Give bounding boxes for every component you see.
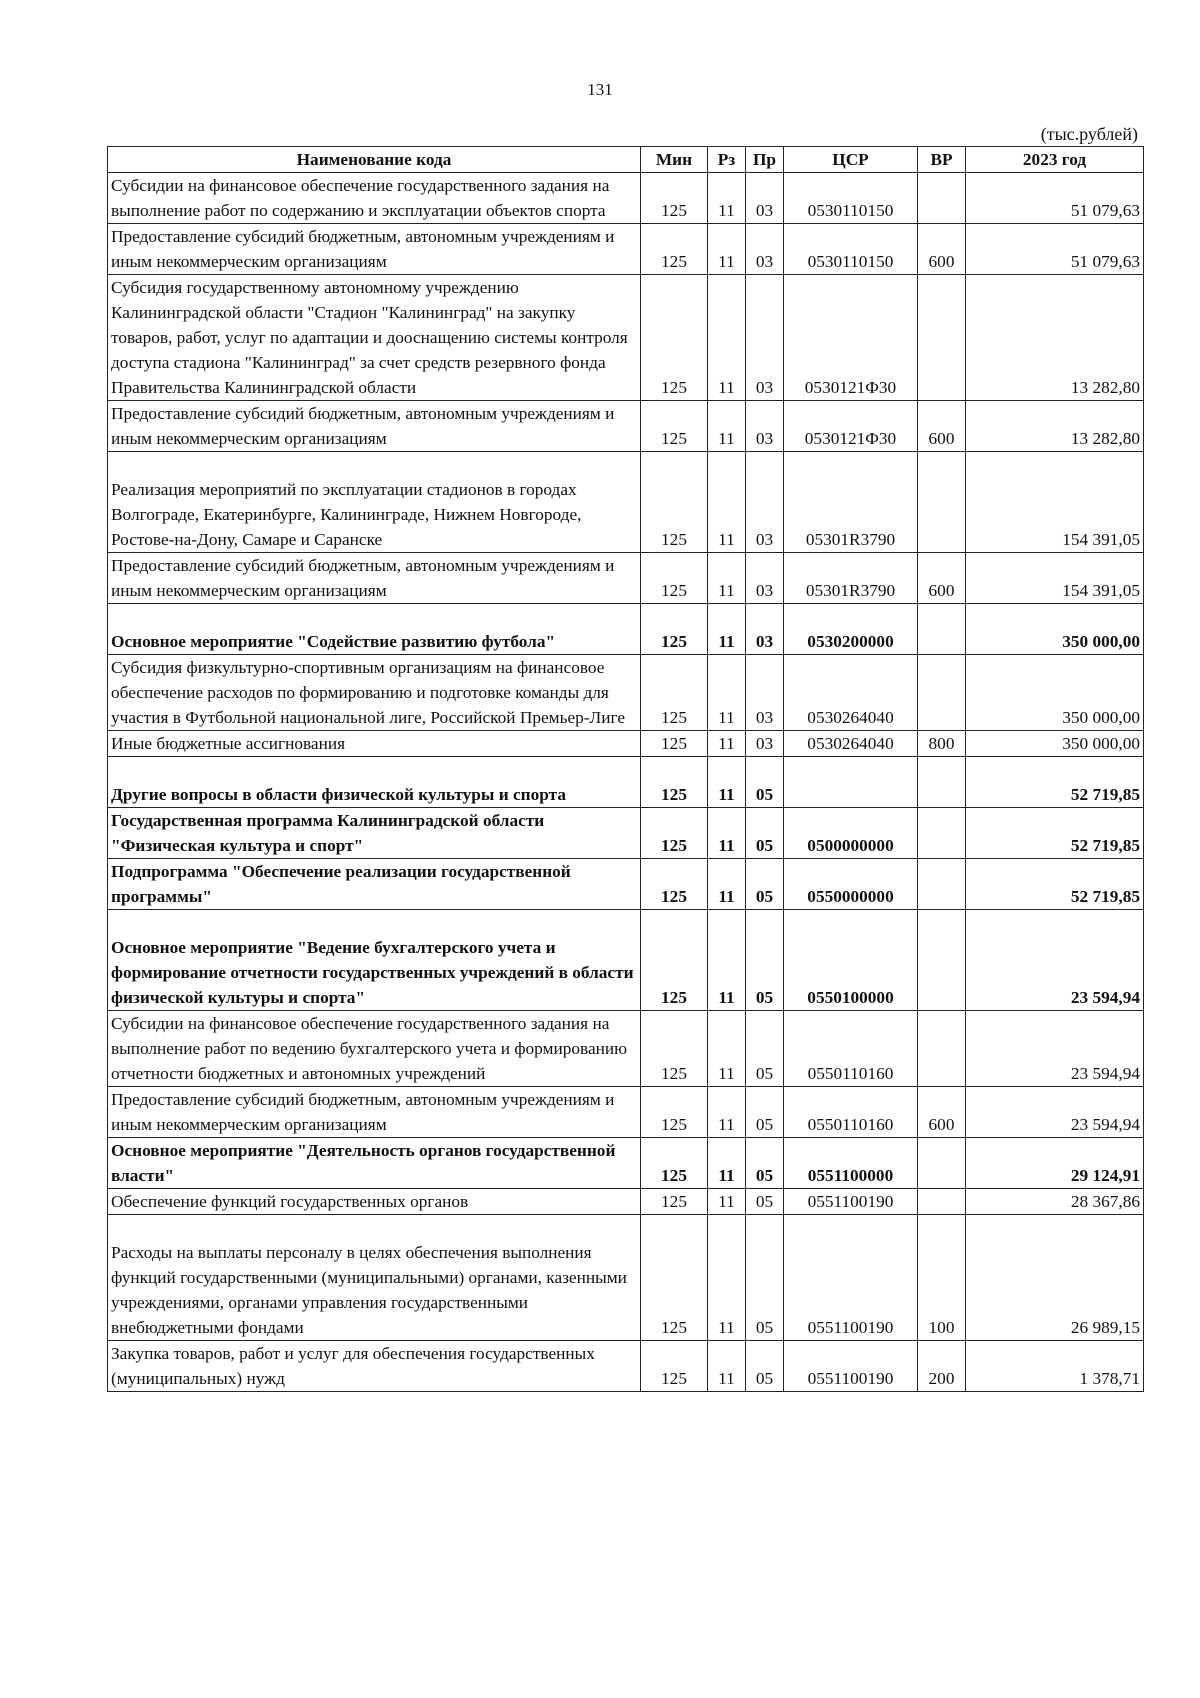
cell-rz bbox=[708, 808, 746, 859]
cell-rz-text: 11 bbox=[718, 785, 735, 804]
page-number: 131 bbox=[587, 80, 613, 99]
cell-csr-text: 0530121Ф30 bbox=[804, 378, 897, 397]
cell-value-text: 23 594,94 bbox=[1070, 988, 1140, 1007]
cell-name bbox=[108, 655, 641, 731]
cell-pr-text: 03 bbox=[755, 530, 774, 549]
cell-rz-text: 11 bbox=[718, 632, 735, 651]
cell-rz bbox=[708, 910, 746, 1011]
cell-name bbox=[108, 173, 641, 224]
cell-rz-text: 11 bbox=[718, 252, 735, 271]
cell-csr bbox=[784, 553, 918, 604]
table-row bbox=[108, 1011, 1144, 1087]
cell-csr-text: 0551100190 bbox=[807, 1369, 894, 1388]
cell-value bbox=[966, 757, 1144, 808]
cell-vr bbox=[918, 1341, 966, 1392]
cell-value-text: 23 594,94 bbox=[1070, 1115, 1140, 1134]
cell-min-text: 125 bbox=[661, 632, 687, 651]
cell-name bbox=[108, 224, 641, 275]
cell-min-text: 125 bbox=[661, 1369, 687, 1388]
cell-rz-text: 11 bbox=[718, 1166, 735, 1185]
cell-value bbox=[966, 604, 1144, 655]
cell-name bbox=[108, 1189, 641, 1215]
cell-pr-text: 05 bbox=[755, 988, 774, 1007]
cell-value-text: 1 378,71 bbox=[1079, 1369, 1140, 1388]
table-row bbox=[108, 859, 1144, 910]
cell-value-text: 51 079,63 bbox=[1070, 252, 1140, 271]
cell-rz bbox=[708, 173, 746, 224]
cell-rz-text: 11 bbox=[718, 988, 735, 1007]
cell-pr-text: 03 bbox=[755, 632, 774, 651]
cell-rz bbox=[708, 401, 746, 452]
cell-rz-text: 11 bbox=[718, 1192, 735, 1211]
cell-value bbox=[966, 275, 1144, 401]
cell-rz-text: 11 bbox=[718, 1318, 735, 1337]
cell-value bbox=[966, 173, 1144, 224]
cell-name-text: Предоставление субсидий бюджетным, автономным учреждениям и иным некоммерческим организациям bbox=[111, 556, 615, 600]
cell-pr bbox=[746, 859, 784, 910]
cell-csr bbox=[784, 1087, 918, 1138]
cell-value-text: 154 391,05 bbox=[1062, 530, 1140, 549]
table-row bbox=[108, 553, 1144, 604]
budget-table bbox=[107, 146, 1144, 1392]
cell-rz-text: 11 bbox=[718, 530, 735, 549]
cell-min-text: 125 bbox=[661, 708, 687, 727]
cell-name-text: Предоставление субсидий бюджетным, автономным учреждениям и иным некоммерческим организациям bbox=[111, 1090, 615, 1134]
cell-value bbox=[966, 1341, 1144, 1392]
cell-min bbox=[641, 808, 708, 859]
cell-name-text: Основное мероприятие "Ведение бухгалтерского учета и формирование отчетности государственных учреждений в области физической культуры и спорта" bbox=[111, 938, 634, 1007]
cell-rz bbox=[708, 1189, 746, 1215]
table-row bbox=[108, 757, 1144, 808]
cell-value-text: 26 989,15 bbox=[1070, 1318, 1140, 1337]
cell-csr bbox=[784, 655, 918, 731]
cell-pr-text: 03 bbox=[755, 429, 774, 448]
cell-pr bbox=[746, 731, 784, 757]
cell-min bbox=[641, 275, 708, 401]
cell-min bbox=[641, 452, 708, 553]
cell-min bbox=[641, 224, 708, 275]
cell-value-text: 52 719,85 bbox=[1070, 887, 1140, 906]
cell-min-text: 125 bbox=[661, 836, 687, 855]
cell-rz bbox=[708, 757, 746, 808]
table-row bbox=[108, 1341, 1144, 1392]
cell-name bbox=[108, 401, 641, 452]
row-spacer bbox=[111, 604, 637, 629]
cell-pr bbox=[746, 1215, 784, 1341]
cell-csr bbox=[784, 275, 918, 401]
cell-csr bbox=[784, 757, 918, 808]
cell-pr-text: 05 bbox=[755, 1369, 774, 1388]
cell-csr bbox=[784, 808, 918, 859]
cell-min-text: 125 bbox=[661, 785, 687, 804]
cell-value bbox=[966, 553, 1144, 604]
cell-min-text: 125 bbox=[661, 530, 687, 549]
cell-name-text: Основное мероприятие "Содействие развитию футбола" bbox=[111, 632, 556, 651]
cell-pr-text: 05 bbox=[755, 1115, 774, 1134]
cell-pr bbox=[746, 1189, 784, 1215]
cell-vr bbox=[918, 655, 966, 731]
cell-min-text: 125 bbox=[661, 429, 687, 448]
cell-rz bbox=[708, 224, 746, 275]
cell-name bbox=[108, 275, 641, 401]
cell-name bbox=[108, 859, 641, 910]
table-row bbox=[108, 1138, 1144, 1189]
cell-vr bbox=[918, 757, 966, 808]
cell-value bbox=[966, 910, 1144, 1011]
cell-min bbox=[641, 553, 708, 604]
cell-vr bbox=[918, 1189, 966, 1215]
row-spacer bbox=[111, 757, 637, 782]
table-row bbox=[108, 604, 1144, 655]
cell-name-text: Субсидии на финансовое обеспечение государственного задания на выполнение работ по ведению бухгалтерского учета и формированию отчетности бюджетных и автономных учреждений bbox=[111, 1014, 628, 1083]
cell-name bbox=[108, 1341, 641, 1392]
cell-vr bbox=[918, 1215, 966, 1341]
cell-csr bbox=[784, 1215, 918, 1341]
cell-value bbox=[966, 1189, 1144, 1215]
cell-name-text: Основное мероприятие "Деятельность органов государственной власти" bbox=[111, 1141, 616, 1185]
table-row bbox=[108, 173, 1144, 224]
cell-value bbox=[966, 731, 1144, 757]
cell-pr bbox=[746, 275, 784, 401]
cell-rz bbox=[708, 275, 746, 401]
cell-pr-text: 05 bbox=[755, 1192, 774, 1211]
cell-name bbox=[108, 553, 641, 604]
cell-name bbox=[108, 1087, 641, 1138]
cell-vr bbox=[918, 604, 966, 655]
cell-pr bbox=[746, 173, 784, 224]
cell-vr-text: 600 bbox=[928, 581, 955, 600]
cell-name bbox=[108, 1011, 641, 1087]
row-spacer bbox=[111, 452, 637, 477]
cell-pr bbox=[746, 553, 784, 604]
cell-value bbox=[966, 655, 1144, 731]
cell-vr bbox=[918, 1087, 966, 1138]
cell-csr bbox=[784, 604, 918, 655]
cell-rz bbox=[708, 859, 746, 910]
cell-pr bbox=[746, 604, 784, 655]
header-name: Наименование кода bbox=[108, 147, 641, 173]
cell-vr-text: 600 bbox=[928, 252, 955, 271]
cell-csr bbox=[784, 401, 918, 452]
cell-min-text: 125 bbox=[661, 1166, 687, 1185]
table-row bbox=[108, 401, 1144, 452]
cell-vr bbox=[918, 731, 966, 757]
cell-name-text: Другие вопросы в области физической культуры и спорта bbox=[111, 785, 566, 804]
cell-csr-text: 0530264040 bbox=[807, 708, 894, 727]
cell-min-text: 125 bbox=[661, 1115, 687, 1134]
table-row bbox=[108, 224, 1144, 275]
cell-csr bbox=[784, 173, 918, 224]
cell-name-text: Расходы на выплаты персоналу в целях обеспечения выполнения функций государственными (муниципальными) органами, казенными учреждениями, органами управления государственными внебюджетными фондами bbox=[111, 1243, 627, 1337]
cell-rz bbox=[708, 1341, 746, 1392]
cell-pr bbox=[746, 910, 784, 1011]
cell-name-text: Подпрограмма "Обеспечение реализации государственной программы" bbox=[111, 862, 571, 906]
cell-name-text: Предоставление субсидий бюджетным, автономным учреждениям и иным некоммерческим организациям bbox=[111, 227, 615, 271]
cell-pr bbox=[746, 655, 784, 731]
cell-value-text: 350 000,00 bbox=[1062, 734, 1140, 753]
cell-vr bbox=[918, 553, 966, 604]
cell-rz bbox=[708, 553, 746, 604]
cell-pr-text: 05 bbox=[755, 1318, 774, 1337]
cell-value-text: 154 391,05 bbox=[1062, 581, 1140, 600]
cell-pr bbox=[746, 757, 784, 808]
cell-value-text: 51 079,63 bbox=[1070, 201, 1140, 220]
cell-pr-text: 03 bbox=[755, 734, 774, 753]
cell-csr-text: 0551100000 bbox=[807, 1166, 894, 1185]
cell-name bbox=[108, 604, 641, 655]
cell-value bbox=[966, 1087, 1144, 1138]
cell-min bbox=[641, 173, 708, 224]
cell-rz bbox=[708, 1087, 746, 1138]
cell-min bbox=[641, 604, 708, 655]
cell-pr bbox=[746, 1138, 784, 1189]
cell-name-text: Субсидия физкультурно-спортивным организациям на финансовое обеспечение расходов по формированию и подготовке команды для участия в Футбольной национальной лиге, Российской Премьер-Лиге bbox=[111, 658, 626, 727]
cell-vr bbox=[918, 1138, 966, 1189]
cell-pr-text: 03 bbox=[755, 581, 774, 600]
cell-csr bbox=[784, 1138, 918, 1189]
cell-csr-text: 0551100190 bbox=[807, 1318, 894, 1337]
cell-min-text: 125 bbox=[661, 1192, 687, 1211]
cell-vr-text: 200 bbox=[928, 1369, 955, 1388]
cell-min bbox=[641, 910, 708, 1011]
cell-value bbox=[966, 401, 1144, 452]
cell-pr-text: 03 bbox=[755, 708, 774, 727]
cell-pr-text: 03 bbox=[755, 252, 774, 271]
cell-min bbox=[641, 1189, 708, 1215]
cell-rz bbox=[708, 1215, 746, 1341]
row-spacer bbox=[111, 910, 637, 935]
cell-rz-text: 11 bbox=[718, 887, 735, 906]
cell-name-text: Субсидия государственному автономному учреждению Калининградской области "Стадион "Калининград" на закупку товаров, работ, услуг по адаптации и дооснащению системы контроля доступа стадиона "Калининград" за счет средств резервного фонда Правительства Калининградской области bbox=[111, 278, 628, 397]
cell-value-text: 28 367,86 bbox=[1070, 1192, 1140, 1211]
cell-min bbox=[641, 757, 708, 808]
cell-min-text: 125 bbox=[661, 581, 687, 600]
cell-rz-text: 11 bbox=[718, 1064, 735, 1083]
cell-csr bbox=[784, 1011, 918, 1087]
cell-name-text: Обеспечение функций государственных органов bbox=[111, 1192, 469, 1211]
cell-name bbox=[108, 910, 641, 1011]
cell-name-text: Предоставление субсидий бюджетным, автономным учреждениям и иным некоммерческим организациям bbox=[111, 404, 615, 448]
cell-pr bbox=[746, 401, 784, 452]
cell-value bbox=[966, 859, 1144, 910]
cell-rz-text: 11 bbox=[718, 1115, 735, 1134]
cell-pr bbox=[746, 1341, 784, 1392]
cell-min bbox=[641, 1341, 708, 1392]
cell-value-text: 52 719,85 bbox=[1070, 785, 1140, 804]
cell-csr bbox=[784, 452, 918, 553]
cell-csr bbox=[784, 859, 918, 910]
cell-pr-text: 03 bbox=[755, 378, 774, 397]
cell-value bbox=[966, 808, 1144, 859]
cell-pr-text: 05 bbox=[755, 1166, 774, 1185]
cell-vr bbox=[918, 173, 966, 224]
cell-min-text: 125 bbox=[661, 1064, 687, 1083]
table-row bbox=[108, 655, 1144, 731]
cell-name-text: Реализация мероприятий по эксплуатации стадионов в городах Волгограде, Екатеринбурге, Калининграде, Нижнем Новгороде, Ростове-на-Дону, Самаре и Саранске bbox=[111, 480, 582, 549]
cell-csr-text: 0500000000 bbox=[807, 836, 894, 855]
cell-vr bbox=[918, 808, 966, 859]
cell-min-text: 125 bbox=[661, 378, 687, 397]
cell-min bbox=[641, 859, 708, 910]
cell-csr-text: 05301R3790 bbox=[805, 530, 896, 549]
table-row bbox=[108, 1087, 1144, 1138]
cell-csr-text: 0551100190 bbox=[807, 1192, 894, 1211]
cell-csr-text: 0530200000 bbox=[807, 632, 894, 651]
table-row bbox=[108, 452, 1144, 553]
cell-pr bbox=[746, 452, 784, 553]
header-min: Мин bbox=[641, 147, 708, 173]
cell-vr bbox=[918, 401, 966, 452]
header-pr: Пр bbox=[746, 147, 784, 173]
cell-value bbox=[966, 1011, 1144, 1087]
cell-rz bbox=[708, 1138, 746, 1189]
table-header-row bbox=[108, 147, 1144, 173]
cell-rz bbox=[708, 655, 746, 731]
cell-csr-text: 0550110160 bbox=[807, 1115, 894, 1134]
cell-min-text: 125 bbox=[661, 988, 687, 1007]
cell-value bbox=[966, 452, 1144, 553]
cell-csr bbox=[784, 1189, 918, 1215]
cell-vr-text: 600 bbox=[928, 1115, 955, 1134]
table-row bbox=[108, 808, 1144, 859]
cell-csr-text: 05301R3790 bbox=[805, 581, 896, 600]
cell-name bbox=[108, 731, 641, 757]
cell-vr-text: 100 bbox=[928, 1318, 955, 1337]
table-row bbox=[108, 1189, 1144, 1215]
cell-csr bbox=[784, 1341, 918, 1392]
cell-rz-text: 11 bbox=[718, 734, 735, 753]
cell-name bbox=[108, 1138, 641, 1189]
cell-csr-text: 0530110150 bbox=[807, 201, 894, 220]
cell-csr-text: 0530121Ф30 bbox=[804, 429, 897, 448]
cell-min bbox=[641, 655, 708, 731]
cell-pr-text: 05 bbox=[755, 785, 774, 804]
units-label: (тыс.рублей) bbox=[1040, 124, 1138, 144]
cell-name bbox=[108, 757, 641, 808]
cell-min bbox=[641, 1011, 708, 1087]
cell-csr-text: 0550110160 bbox=[807, 1064, 894, 1083]
cell-rz bbox=[708, 452, 746, 553]
cell-value-text: 29 124,91 bbox=[1070, 1166, 1140, 1185]
cell-min bbox=[641, 1215, 708, 1341]
table-row bbox=[108, 910, 1144, 1011]
cell-value bbox=[966, 1215, 1144, 1341]
cell-value-text: 350 000,00 bbox=[1062, 708, 1140, 727]
cell-rz bbox=[708, 604, 746, 655]
cell-csr bbox=[784, 224, 918, 275]
cell-pr bbox=[746, 1011, 784, 1087]
cell-vr bbox=[918, 1011, 966, 1087]
cell-name-text: Государственная программа Калининградской области "Физическая культура и спорт" bbox=[111, 811, 545, 855]
table-row bbox=[108, 275, 1144, 401]
cell-csr-text: 0530264040 bbox=[807, 734, 894, 753]
cell-vr bbox=[918, 275, 966, 401]
cell-min-text: 125 bbox=[661, 201, 687, 220]
cell-value bbox=[966, 224, 1144, 275]
header-csr: ЦСР bbox=[784, 147, 918, 173]
cell-vr bbox=[918, 910, 966, 1011]
cell-name-text: Иные бюджетные ассигнования bbox=[111, 734, 346, 753]
cell-rz-text: 11 bbox=[718, 201, 735, 220]
cell-name-text: Субсидии на финансовое обеспечение государственного задания на выполнение работ по содержанию и эксплуатации объектов спорта bbox=[111, 176, 610, 220]
cell-pr-text: 05 bbox=[755, 887, 774, 906]
cell-pr-text: 05 bbox=[755, 1064, 774, 1083]
cell-csr-text: 0550000000 bbox=[807, 887, 894, 906]
row-spacer bbox=[111, 1215, 637, 1240]
cell-csr-text: 0530110150 bbox=[807, 252, 894, 271]
cell-vr-text: 600 bbox=[928, 429, 955, 448]
table-row bbox=[108, 1215, 1144, 1341]
header-vr: ВР bbox=[918, 147, 966, 173]
cell-min-text: 125 bbox=[661, 887, 687, 906]
cell-csr bbox=[784, 731, 918, 757]
cell-rz-text: 11 bbox=[718, 378, 735, 397]
cell-name bbox=[108, 452, 641, 553]
cell-name bbox=[108, 1215, 641, 1341]
cell-min-text: 125 bbox=[661, 734, 687, 753]
cell-value-text: 13 282,80 bbox=[1070, 378, 1140, 397]
cell-vr bbox=[918, 224, 966, 275]
cell-min-text: 125 bbox=[661, 252, 687, 271]
cell-rz bbox=[708, 1011, 746, 1087]
cell-pr-text: 03 bbox=[755, 201, 774, 220]
cell-min bbox=[641, 401, 708, 452]
header-year: 2023 год bbox=[966, 147, 1144, 173]
cell-value-text: 23 594,94 bbox=[1070, 1064, 1140, 1083]
cell-value-text: 350 000,00 bbox=[1062, 632, 1140, 651]
cell-rz-text: 11 bbox=[718, 836, 735, 855]
cell-vr-text: 800 bbox=[928, 734, 955, 753]
cell-rz bbox=[708, 731, 746, 757]
cell-rz-text: 11 bbox=[718, 1369, 735, 1388]
cell-name-text: Закупка товаров, работ и услуг для обеспечения государственных (муниципальных) нужд bbox=[111, 1344, 595, 1388]
cell-rz-text: 11 bbox=[718, 429, 735, 448]
cell-pr-text: 05 bbox=[755, 836, 774, 855]
cell-pr bbox=[746, 808, 784, 859]
cell-pr bbox=[746, 1087, 784, 1138]
cell-vr bbox=[918, 452, 966, 553]
cell-min-text: 125 bbox=[661, 1318, 687, 1337]
cell-min bbox=[641, 1138, 708, 1189]
table-row bbox=[108, 731, 1144, 757]
cell-name bbox=[108, 808, 641, 859]
cell-rz-text: 11 bbox=[718, 581, 735, 600]
cell-value-text: 52 719,85 bbox=[1070, 836, 1140, 855]
cell-value bbox=[966, 1138, 1144, 1189]
cell-pr bbox=[746, 224, 784, 275]
cell-csr-text: 0550100000 bbox=[807, 988, 894, 1007]
cell-min bbox=[641, 1087, 708, 1138]
cell-value-text: 13 282,80 bbox=[1070, 429, 1140, 448]
cell-rz-text: 11 bbox=[718, 708, 735, 727]
cell-csr bbox=[784, 910, 918, 1011]
cell-vr bbox=[918, 859, 966, 910]
header-rz: Рз bbox=[708, 147, 746, 173]
cell-min bbox=[641, 731, 708, 757]
